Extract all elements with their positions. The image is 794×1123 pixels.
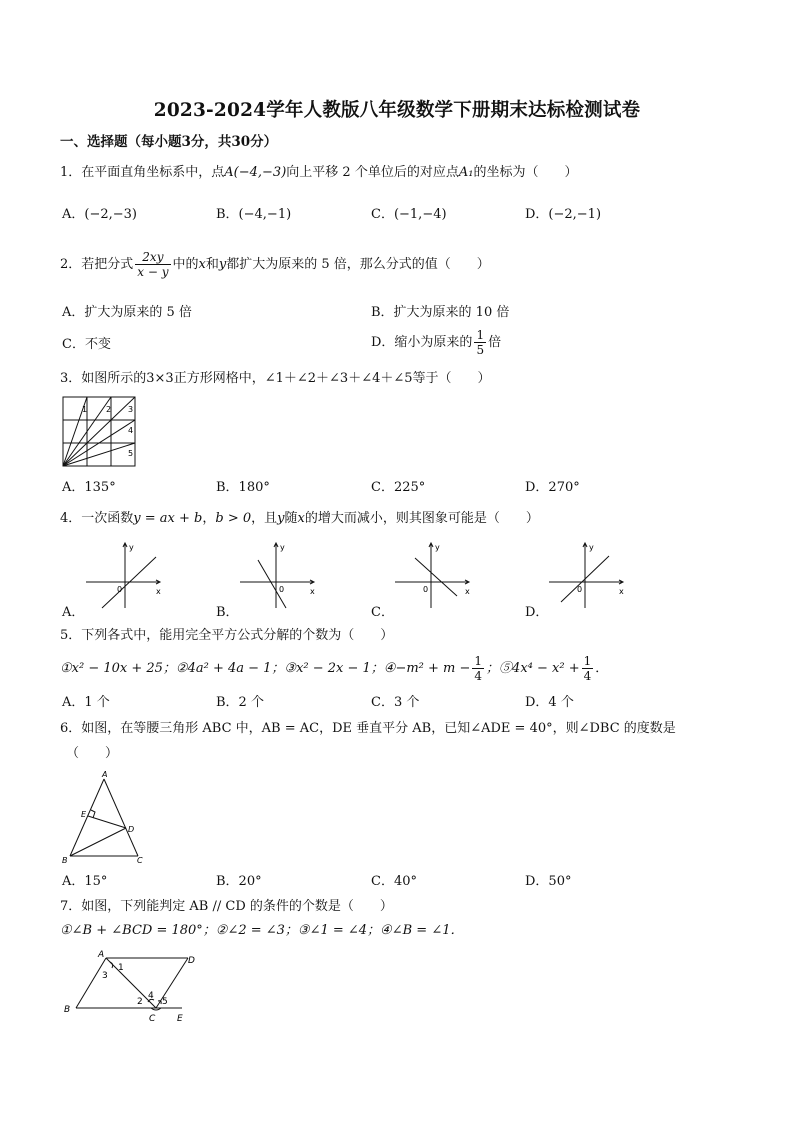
svg-text:4: 4: [148, 991, 154, 1001]
svg-text:C: C: [149, 1014, 156, 1024]
svg-text:C: C: [137, 856, 143, 865]
svg-text:2: 2: [137, 997, 143, 1007]
section-heading: 一、选择题（每小题3分，共30分）: [60, 134, 278, 150]
graph-d[interactable]: [549, 540, 629, 610]
q2-option-b[interactable]: B．扩大为原来的 10 倍: [371, 305, 510, 320]
graph-b[interactable]: [240, 540, 320, 610]
parallelogram-figure: [60, 946, 210, 1024]
svg-text:D: D: [128, 825, 135, 834]
q1-option-b[interactable]: B．(−4,−1): [216, 207, 292, 222]
q6-option-c[interactable]: C．40°: [371, 874, 417, 889]
question-7-conditions: ①∠B + ∠BCD = 180°；②∠2 = ∠3；③∠1 = ∠4；④∠B = ∠1．: [60, 923, 464, 938]
q2-option-d[interactable]: D．缩小为原来的 $\frac{1}{5}$ 倍: [371, 328, 502, 357]
graph-a[interactable]: [86, 540, 166, 610]
q3-option-d[interactable]: D．270°: [525, 480, 580, 495]
svg-text:3: 3: [102, 971, 108, 981]
q5-option-a[interactable]: A．1 个: [62, 695, 110, 710]
question-6-stem-line2: （ ）: [66, 746, 119, 761]
q6-option-d[interactable]: D．50°: [525, 874, 572, 889]
graph-c[interactable]: [395, 540, 475, 610]
q4-option-a[interactable]: A．: [62, 605, 85, 620]
svg-text:x: x: [156, 587, 161, 596]
q3-option-c[interactable]: C．225°: [371, 480, 426, 495]
svg-text:E: E: [177, 1014, 183, 1024]
q4-option-c[interactable]: C．: [371, 605, 394, 620]
question-6-stem: 6．如图，在等腰三角形 ABC 中，AB = AC，DE 垂直平分 AB，已知∠ADE = 40°，则∠DBC 的度数是: [60, 721, 676, 736]
svg-text:5: 5: [162, 997, 168, 1007]
svg-text:0: 0: [577, 585, 583, 594]
q4-option-d[interactable]: D．: [525, 605, 549, 620]
angle-label-4: 4: [128, 426, 134, 435]
svg-text:y: y: [435, 543, 440, 552]
q3-option-b[interactable]: B．180°: [216, 480, 270, 495]
question-1-stem: 1．在平面直角坐标系中，点A(−4,−3)向上平移 2 个单位后的对应点A₁的坐标为（ ）: [60, 165, 578, 180]
question-4-stem: 4．一次函数y = ax + b，b > 0，且y随x的增大而减小，则其图象可能是（ ）: [60, 511, 539, 526]
svg-text:y: y: [589, 543, 594, 552]
exam-title: 2023-2024学年人教版八年级数学下册期末达标检测试卷: [153, 100, 641, 121]
question-7-stem: 7．如图，下列能判定 AB // CD 的条件的个数是（ ）: [60, 899, 393, 914]
svg-text:D: D: [188, 956, 195, 966]
q3-option-a[interactable]: A．135°: [62, 480, 116, 495]
q1-option-d[interactable]: D．(−2,−1): [525, 207, 602, 222]
svg-text:B: B: [64, 1005, 71, 1015]
svg-text:0: 0: [279, 585, 285, 594]
svg-text:y: y: [129, 543, 134, 552]
svg-text:x: x: [465, 587, 470, 596]
q5-option-c[interactable]: C．3 个: [371, 695, 420, 710]
svg-text:y: y: [280, 543, 285, 552]
svg-text:0: 0: [423, 585, 429, 594]
svg-text:x: x: [619, 587, 624, 596]
svg-text:A: A: [98, 950, 105, 960]
svg-text:A: A: [102, 770, 108, 779]
svg-text:B: B: [62, 856, 68, 865]
angle-label-5: 5: [128, 449, 134, 458]
q5-option-b[interactable]: B．2 个: [216, 695, 264, 710]
svg-text:E: E: [81, 810, 87, 819]
q2-option-c[interactable]: C．不变: [62, 337, 111, 352]
question-5-expressions: ①x² − 10x + 25；②4a² + 4a − 1；③x² − 2x − 1；④−m² + m − $\frac{1}{4}$ ；⑤4x⁴ − x² + $\frac{1}{4}$ ．: [60, 654, 609, 683]
fraction: $\frac{2xy}{x - y}$: [137, 250, 169, 279]
q4-option-b[interactable]: B．: [216, 605, 239, 620]
question-2-stem: 2．若把分式 $\frac{2xy}{x - y}$ 中的x和y都扩大为原来的 5 倍，那么分式的值（ ）: [60, 250, 490, 279]
q5-option-d[interactable]: D．4 个: [525, 695, 574, 710]
svg-text:x: x: [310, 587, 315, 596]
angle-label-2: 2: [106, 405, 112, 414]
svg-text:0: 0: [117, 585, 123, 594]
question-5-stem: 5．下列各式中，能用完全平方公式分解的个数为（ ）: [60, 628, 394, 643]
q1-option-c[interactable]: C．(−1,−4): [371, 207, 447, 222]
triangle-figure: [60, 770, 160, 866]
svg-text:1: 1: [118, 963, 124, 973]
grid-figure: [62, 396, 138, 468]
angle-label-1: 1: [82, 405, 88, 414]
question-3-stem: 3．如图所示的3×3正方形网格中，∠1＋∠2＋∠3＋∠4＋∠5等于（ ）: [60, 371, 491, 386]
q6-option-b[interactable]: B．20°: [216, 874, 262, 889]
angle-label-3: 3: [128, 405, 134, 414]
q1-option-a[interactable]: A．(−2,−3): [62, 207, 137, 222]
q6-option-a[interactable]: A．15°: [62, 874, 108, 889]
q2-option-a[interactable]: A．扩大为原来的 5 倍: [62, 305, 192, 320]
